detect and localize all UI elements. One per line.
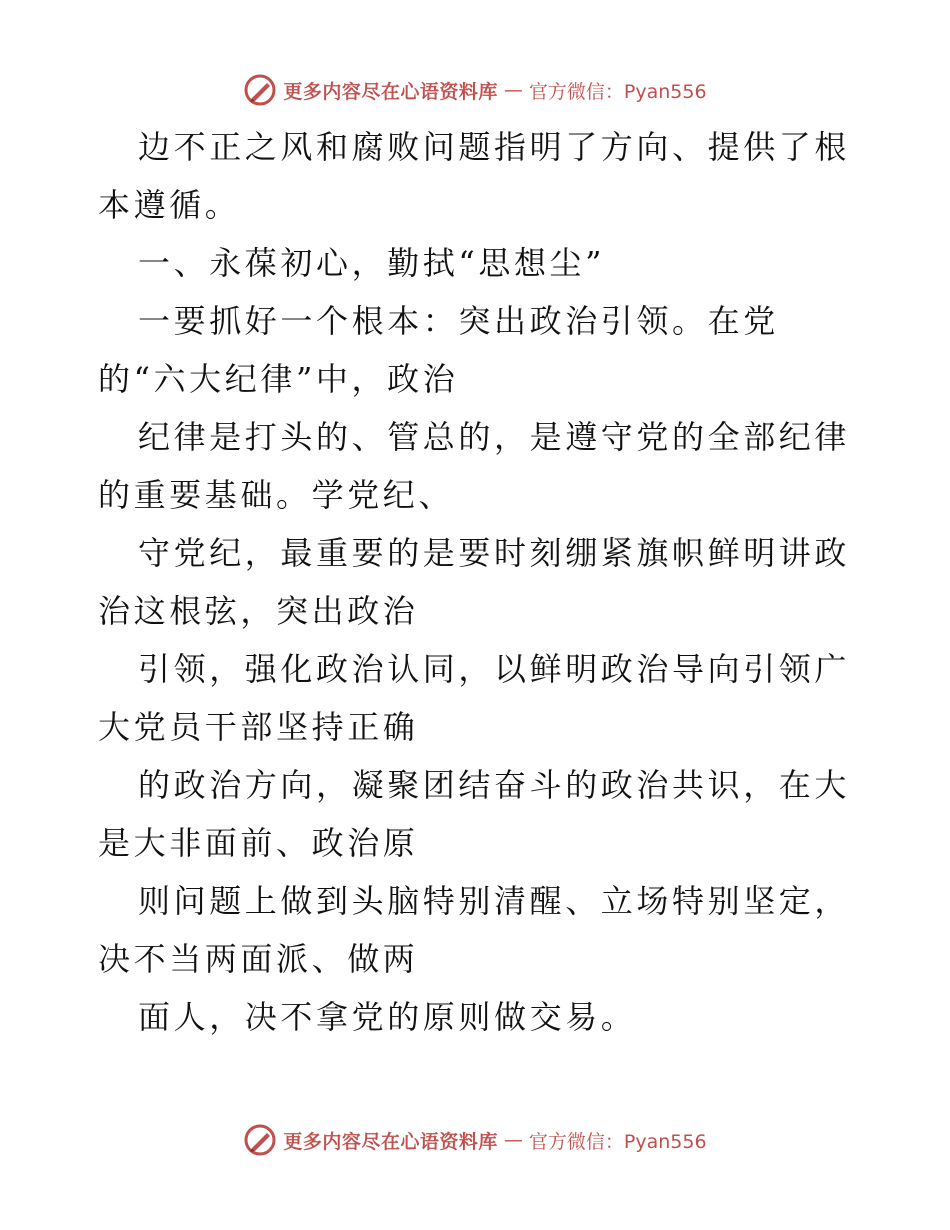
body-paragraph: 守党纪，最重要的是要时刻绷紧旗帜鲜明讲政治这根弦，突出政治 [98, 534, 851, 630]
body-paragraph: 引领，强化政治认同，以鲜明政治导向引领广大党员干部坚持正确 [98, 650, 851, 746]
footer-banner-separator: — [503, 1129, 523, 1151]
header-banner-text: 更多内容尽在心语资料库 [283, 80, 498, 103]
footer-banner [0, 1120, 950, 1160]
header-banner-separator: — [503, 79, 523, 101]
body-paragraph: 面人，决不拿党的原则做交易。 [138, 998, 637, 1036]
body-paragraph: 一要抓好一个根本：突出政治引领。在党的“六大纪律”中，政治 [98, 302, 779, 398]
pen-logo-icon [243, 1123, 277, 1157]
footer-wechat-id: 官方微信：Pyan556 [528, 1130, 707, 1153]
body-paragraph: 边不正之风和腐败问题指明了方向、提供了根本遵循。 [98, 128, 851, 224]
header-banner [0, 70, 950, 110]
footer-banner-text: 更多内容尽在心语资料库 [283, 1130, 498, 1153]
document-body [98, 118, 858, 1046]
body-paragraph: 则问题上做到头脑特别清醒、立场特别坚定，决不当两面派、做两 [98, 882, 851, 978]
pen-logo-icon [243, 73, 277, 107]
body-paragraph: 的政治方向，凝聚团结奋斗的政治共识，在大是大非面前、政治原 [98, 766, 851, 862]
header-wechat-id: 官方微信：Pyan556 [528, 80, 707, 103]
section-heading: 一、永葆初心，勤拭“思想尘” [138, 244, 606, 282]
body-paragraph: 纪律是打头的、管总的，是遵守党的全部纪律的重要基础。学党纪、 [98, 418, 851, 514]
